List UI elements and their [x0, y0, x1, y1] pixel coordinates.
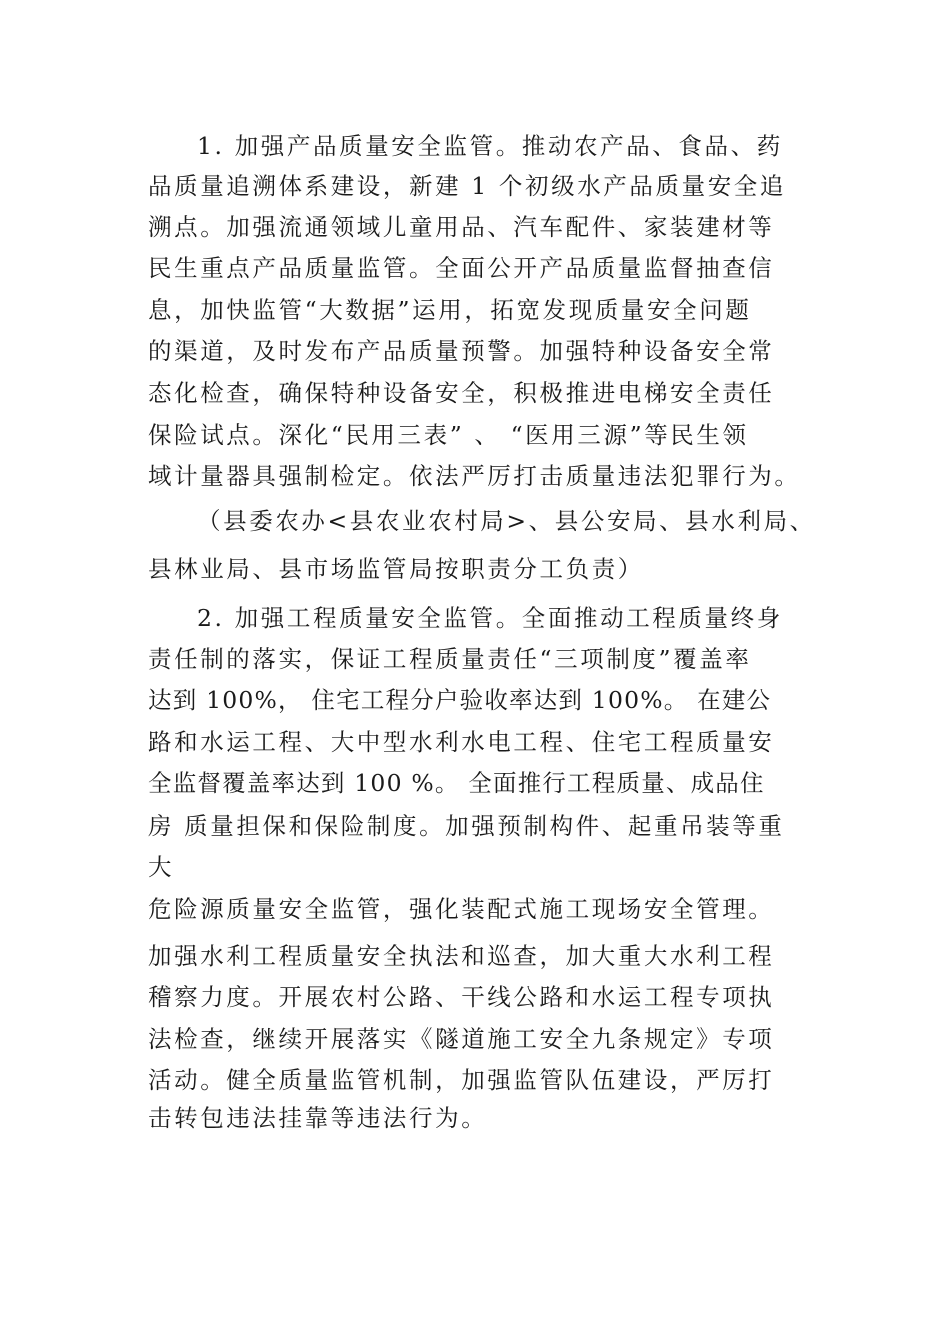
- text-line: 溯点。加强流通领域儿童用品、汽车配件、家装建材等: [148, 213, 775, 241]
- text-line: 活动。健全质量监管机制，加强监管队伍建设，严厉打: [148, 1066, 775, 1094]
- text-line: 1. 加强产品质量安全监管。推动农产品、食品、药: [197, 132, 783, 160]
- text-line: 法检查，继续开展落实《隧道施工安全九条规定》专项: [148, 1025, 775, 1053]
- text-line: 达到 100%， 住宅工程分户验收率达到 100%。 在建公: [148, 686, 772, 714]
- text-line: 息，加快监管“大数据”运用，拓宽发现质量安全问题: [148, 296, 752, 324]
- text-line: （县委农办<县农业农村局>、县公安局、县水利局、: [197, 507, 816, 535]
- text-line: 全监督覆盖率达到 100 %。 全面推行工程质量、成品住: [148, 769, 765, 797]
- text-line: 责任制的落实，保证工程质量责任“三项制度”覆盖率: [148, 645, 752, 673]
- text-line: 品质量追溯体系建设，新建 1 个初级水产品质量安全追: [148, 172, 786, 200]
- text-line: 加强水利工程质量安全执法和巡查，加大重大水利工程: [148, 942, 775, 970]
- text-line: 2. 加强工程质量安全监管。全面推动工程质量终身: [197, 604, 783, 632]
- text-line: 危险源质量安全监管，强化装配式施工现场安全管理。: [148, 895, 775, 923]
- text-line: 域计量器具强制检定。依法严厉打击质量违法犯罪行为。: [148, 462, 801, 490]
- text-line: 稽察力度。开展农村公路、干线公路和水运工程专项执: [148, 983, 775, 1011]
- text-line: 民生重点产品质量监管。全面公开产品质量监督抽查信: [148, 254, 775, 282]
- text-line: 的渠道，及时发布产品质量预警。加强特种设备安全常: [148, 337, 775, 365]
- text-line: 击转包违法挂靠等违法行为。: [148, 1104, 488, 1132]
- text-line: 大: [148, 853, 175, 881]
- text-line: 态化检查，确保特种设备安全，积极推进电梯安全责任: [148, 379, 775, 407]
- text-line: 房 质量担保和保险制度。加强预制构件、起重吊装等重: [148, 812, 785, 840]
- text-line: 路和水运工程、大中型水利水电工程、住宅工程质量安: [148, 728, 775, 756]
- text-line: 县林业局、县市场监管局按职责分工负责）: [148, 555, 644, 583]
- text-line: 保险试点。深化“民用三表” 、 “医用三源”等民生领: [148, 421, 749, 449]
